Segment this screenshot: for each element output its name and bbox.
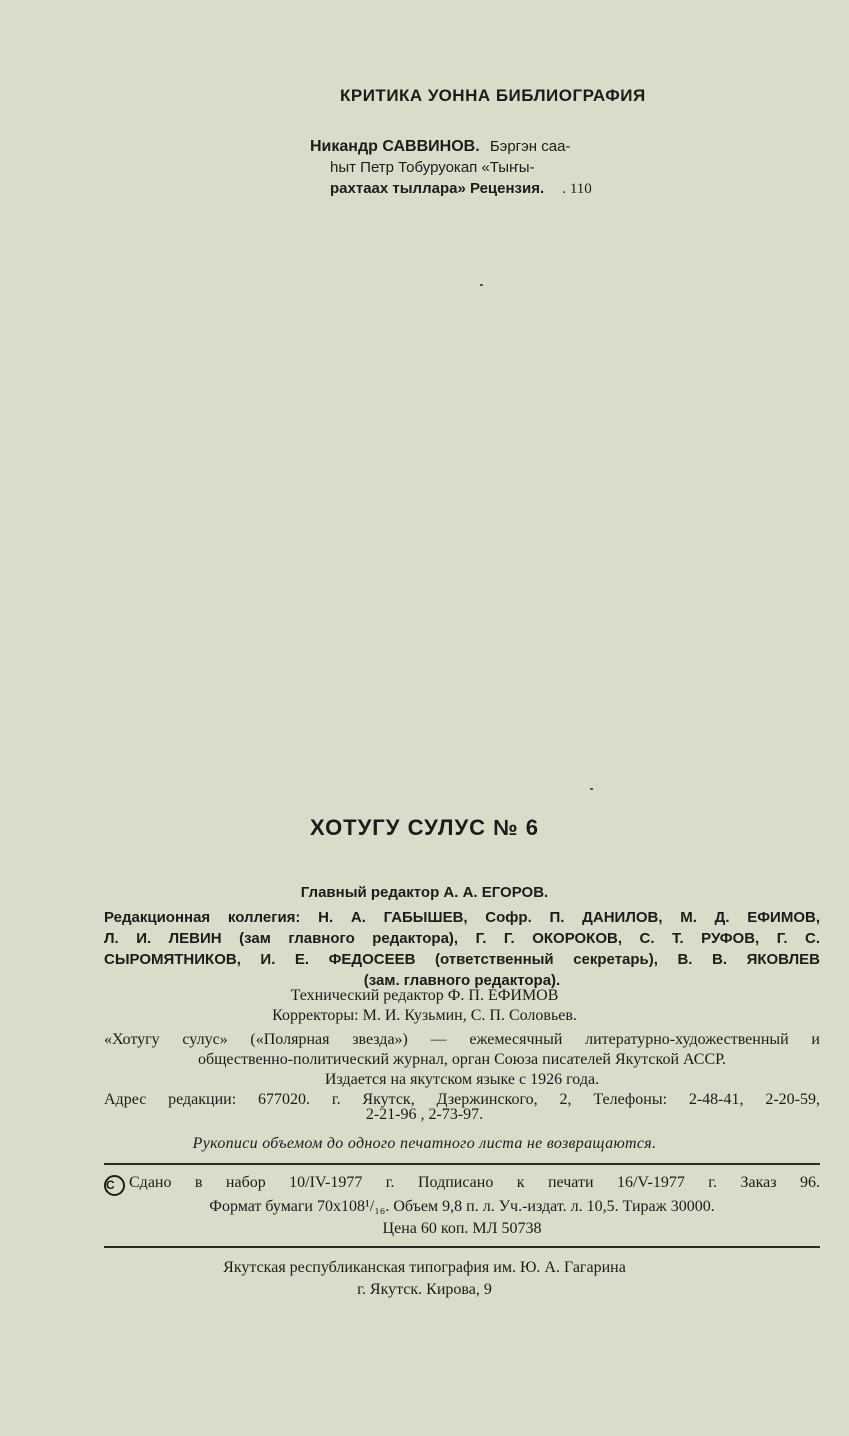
tech-credits [0, 986, 849, 1026]
print-line-3: Цена 60 коп. МЛ 50738 [382, 1220, 542, 1237]
printing-info [104, 1172, 820, 1240]
phones-line: 2-21-96 , 2-73-97. [365, 1106, 484, 1123]
divider [104, 1246, 820, 1248]
journal-title: ХОТУГУ СУЛУС № 6 [309, 815, 540, 840]
typography-line-2: г. Якутск. Кирова, 9 [357, 1281, 492, 1298]
paper-speck [590, 788, 593, 790]
correctors: Корректоры: М. И. Кузьмин, С. П. Соловьев. [272, 1007, 577, 1024]
chief-editor: Главный редактор А. А. ЕГОРОВ. [300, 884, 549, 901]
about-line: общественно-политический журнал, орган Союза писателей Якутской АССР. [197, 1051, 727, 1068]
address-line: Адрес редакции: 677020. г. Якутск, Дзержинского, 2, Телефоны: 2-48-41, 2-20-59, [104, 1091, 820, 1108]
toc-line3: рахтаах тыллара» Рецензия. [330, 180, 545, 197]
typography-info [0, 1257, 849, 1301]
toc-page-number: . 110 [562, 181, 592, 197]
journal-about [104, 1030, 820, 1110]
print-line-2: Формат бумаги 70х108¹/₁₆. Объем 9,8 п. л. Уч.-издат. л. 10,5. Тираж 30000. [209, 1198, 715, 1215]
board-line: Л. И. ЛЕВИН (зам главного редактора), Г. Г. ОКОРОКОВ, С. Т. РУФОВ, Г. С. [104, 930, 820, 947]
print-line-1: C Сдано в набор 10/IV-1977 г. Подписано к печати 16/V-1977 г. Заказ 96. [104, 1172, 820, 1196]
toc-author: Никандр САВВИНОВ. [310, 138, 480, 155]
divider [104, 1163, 820, 1165]
manuscripts-note: Рукописи объемом до одного печатного листа не возвращаются. [192, 1135, 657, 1152]
section-heading: КРИТИКА УОННА БИБЛИОГРАФИЯ [340, 86, 646, 105]
about-line: Издается на якутском языке с 1926 года. [324, 1071, 600, 1088]
board-line: Редакционная коллегия: Н. А. ГАБЫШЕВ, Софр. П. ДАНИЛОВ, М. Д. ЕФИМОВ, [104, 909, 820, 926]
paper-speck [480, 284, 483, 286]
toc-entry [310, 136, 650, 200]
editorial-board [104, 907, 820, 991]
board-line: СЫРОМЯТНИКОВ, И. Е. ФЕДОСЕЕВ (ответственный секретарь), В. В. ЯКОВЛЕВ [104, 951, 820, 968]
copyright-icon: C [104, 1175, 125, 1196]
board-line: (зам. главного редактора). [363, 972, 561, 989]
toc-line1: Бэргэн саа- [489, 138, 571, 155]
typography-line-1: Якутская республиканская типография им. Ю. А. Гагарина [223, 1259, 626, 1276]
toc-line2: һыт Петр Тобуруокап «Тыҥы- [330, 159, 535, 176]
about-line: «Хотугу сулус» («Полярная звезда») — ежемесячный литературно-художественный и [104, 1031, 820, 1048]
toc-line3-wrap [310, 178, 650, 200]
tech-editor: Технический редактор Ф. П. ЕФИМОВ [290, 987, 559, 1004]
